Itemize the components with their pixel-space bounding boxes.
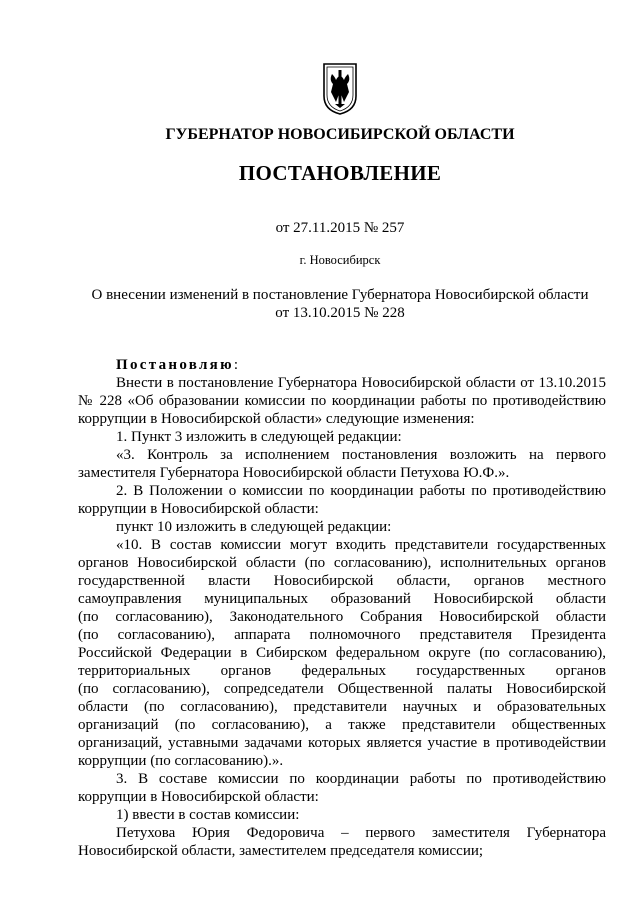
- body-line: (по согласованию), Законодательного Собрания Новосибирской области: [78, 609, 606, 625]
- body-line: «10. В состав комиссии могут входить представители государственных: [116, 537, 606, 553]
- body-line: 3. В составе комиссии по координации работы по противодействию: [116, 771, 606, 787]
- decree-colon: :: [233, 357, 239, 373]
- body-line: «3. Контроль за исполнением постановления возложить на первого: [116, 447, 606, 463]
- body-line: Новосибирской области, заместителем председателя комиссии;: [78, 843, 484, 859]
- decree-heading: [78, 356, 606, 374]
- body-line: государственной власти Новосибирской области, органов местного: [78, 573, 606, 589]
- body-line: (по согласованию), аппарата полномочного представителя Президента: [78, 627, 606, 643]
- document-body: [78, 356, 606, 860]
- document-city: г. Новосибирск: [299, 253, 381, 267]
- body-line: заместителя Губернатора Новосибирской области Петухова Ю.Ф.».: [78, 465, 510, 481]
- body-line: самоуправления муниципальных образований Новосибирской области: [78, 591, 606, 607]
- body-line: организаций (по согласованию), а также представители общественных: [78, 717, 606, 733]
- document-date-number: от 27.11.2015 № 257: [275, 220, 405, 236]
- body-line: коррупции (по согласованию).».: [78, 753, 284, 769]
- document-subject: [0, 286, 640, 322]
- body-line: Внести в постановление Губернатора Новосибирской области от 13.10.2015: [116, 375, 606, 391]
- decree-word: Постановляю: [116, 357, 234, 373]
- body-line: организаций, уставными задачами которых является участие в противодействии: [78, 735, 606, 751]
- body-line: 1. Пункт 3 изложить в следующей редакции:: [116, 429, 402, 445]
- body-line: коррупции в Новосибирской области» следующие изменения:: [78, 411, 475, 427]
- body-line: 1) ввести в состав комиссии:: [116, 807, 300, 823]
- body-line: (по согласованию), сопредседатели Общественной палаты Новосибирской: [78, 681, 606, 697]
- coat-of-arms-icon: [318, 60, 362, 116]
- body-line: Петухова Юрия Федоровича – первого заместителя Губернатора: [116, 825, 606, 841]
- body-line: пункт 10 изложить в следующей редакции:: [116, 519, 392, 535]
- body-line: коррупции в Новосибирской области:: [78, 789, 319, 805]
- body-line: 2. В Положении о комиссии по координации работы по противодействию: [116, 483, 606, 499]
- body-line: Российской Федерации в Сибирском федеральном округе (по согласованию),: [78, 645, 606, 661]
- body-line: органов Новосибирской области (по согласованию), исполнительных органов: [78, 555, 606, 571]
- body-line: области (по согласованию), представители научных и образовательных: [78, 699, 606, 715]
- subject-line: от 13.10.2015 № 228: [275, 305, 405, 321]
- issuer-title: ГУБЕРНАТОР НОВОСИБИРСКОЙ ОБЛАСТИ: [165, 126, 515, 143]
- document-type: ПОСТАНОВЛЕНИЕ: [238, 161, 442, 185]
- body-line: № 228 «Об образовании комиссии по координации работы по противодействию: [78, 393, 606, 409]
- body-line: коррупции в Новосибирской области:: [78, 501, 319, 517]
- body-line: территориальных органов федеральных государственных органов: [78, 663, 606, 679]
- subject-line: О внесении изменений в постановление Губернатора Новосибирской области: [91, 287, 589, 303]
